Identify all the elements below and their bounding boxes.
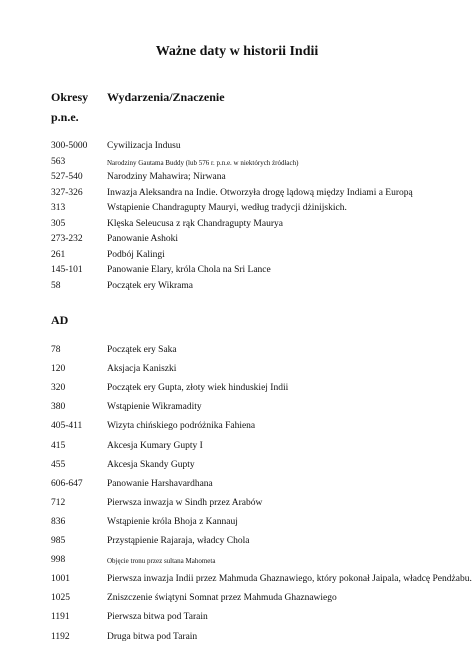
row-period: 1192 bbox=[51, 631, 70, 642]
header-period: Okresy bbox=[51, 90, 89, 104]
table-row bbox=[0, 234, 474, 248]
row-period: 327-326 bbox=[51, 187, 83, 198]
row-event: Zniszczenie świątyni Somnat przez Mahmuda Ghaznawiego bbox=[107, 593, 337, 604]
row-event: Wstąpienie Chandragupty Mauryi, według tradycji dżinijskich. bbox=[107, 203, 347, 213]
row-event: Druga bitwa pod Tarain bbox=[107, 631, 198, 642]
table-row bbox=[0, 517, 474, 531]
table-row bbox=[0, 498, 474, 512]
table-row bbox=[0, 612, 474, 626]
row-period: 1191 bbox=[51, 612, 70, 623]
row-period: 1001 bbox=[51, 574, 70, 585]
header-bce: p.n.e. bbox=[51, 110, 79, 124]
table-row bbox=[0, 536, 474, 550]
table-row bbox=[0, 441, 474, 455]
page-title: Ważne daty w historii Indii bbox=[155, 44, 319, 59]
table-row bbox=[0, 188, 474, 202]
header-ad: AD bbox=[51, 313, 69, 327]
row-event: Pierwsza inwazja Indii przez Mahmuda Ghaznawiego, który pokonał Jaipala, władcę Pendżabu. bbox=[107, 574, 472, 585]
row-period: 836 bbox=[51, 516, 66, 527]
row-event: Inwazja Aleksandra na Indie. Otworzyła drogę lądową między Indiami a Europą bbox=[107, 187, 413, 198]
row-period: 527-540 bbox=[51, 172, 83, 182]
row-period: 985 bbox=[51, 536, 66, 546]
table-row bbox=[0, 402, 474, 416]
table-row bbox=[0, 632, 474, 646]
row-period: 78 bbox=[51, 345, 61, 355]
row-event: Narodziny Gautama Buddy (lub 576 r. p.n.e. w niektórych źródłach) bbox=[107, 158, 299, 167]
table-row bbox=[0, 281, 474, 295]
row-period: 58 bbox=[51, 280, 61, 291]
row-event: Akcesja Skandy Gupty bbox=[107, 459, 195, 470]
row-period: 313 bbox=[51, 203, 66, 213]
table-row bbox=[0, 555, 474, 569]
table-row bbox=[0, 593, 474, 607]
row-period: 998 bbox=[51, 555, 66, 566]
row-event: Wstąpienie króla Bhoja z Kannauj bbox=[107, 516, 238, 527]
row-event: Przystąpienie Rajaraja, władcy Chola bbox=[107, 536, 250, 546]
table-row bbox=[0, 460, 474, 474]
row-event: Pierwsza inwazja w Sindh przez Arabów bbox=[107, 497, 263, 508]
row-event: Aksjacja Kaniszki bbox=[107, 364, 177, 375]
row-event: Klęska Seleucusa z rąk Chandragupty Maurya bbox=[107, 218, 283, 229]
row-event: Panowanie Elary, króla Chola na Sri Lance bbox=[107, 265, 271, 275]
table-row bbox=[0, 265, 474, 279]
row-event: Narodziny Mahawira; Nirwana bbox=[107, 172, 226, 182]
row-event: Akcesja Kumary Gupty I bbox=[107, 440, 203, 451]
row-event: Podbój Kalingi bbox=[107, 249, 165, 260]
row-period: 415 bbox=[51, 440, 66, 451]
header-event: Wydarzenia/Znaczenie bbox=[107, 90, 225, 104]
row-event: Wizyta chińskiego podróżnika Fahiena bbox=[107, 421, 256, 432]
row-event: Objęcie tronu przez sultana Mahometa bbox=[107, 557, 216, 566]
table-row bbox=[0, 203, 474, 217]
row-event: Wstąpienie Wikramadity bbox=[107, 402, 202, 413]
row-period: 455 bbox=[51, 459, 66, 470]
table-row bbox=[0, 157, 474, 171]
table-row bbox=[0, 479, 474, 493]
table-row bbox=[0, 574, 474, 588]
row-event: Początek ery Saka bbox=[107, 345, 177, 355]
row-period: 273-232 bbox=[51, 234, 83, 244]
row-period: 712 bbox=[51, 497, 66, 508]
row-event: Panowanie Harshavardhana bbox=[107, 478, 213, 489]
row-period: 305 bbox=[51, 218, 66, 229]
table-row bbox=[0, 383, 474, 397]
row-period: 300-5000 bbox=[51, 141, 88, 151]
row-event: Początek ery Gupta, złoty wiek hinduskiej Indii bbox=[107, 383, 289, 394]
table-row bbox=[0, 364, 474, 378]
row-event: Cywilizacja Indusu bbox=[107, 141, 181, 151]
row-event: Pierwsza bitwa pod Tarain bbox=[107, 612, 208, 623]
row-period: 563 bbox=[51, 156, 66, 167]
row-period: 261 bbox=[51, 249, 66, 260]
row-period: 145-101 bbox=[51, 265, 83, 275]
table-row bbox=[0, 172, 474, 186]
row-event: Początek ery Wikrama bbox=[107, 280, 193, 291]
table-row bbox=[0, 421, 474, 435]
table-row bbox=[0, 250, 474, 264]
row-period: 405-411 bbox=[51, 421, 83, 432]
row-period: 380 bbox=[51, 402, 66, 413]
row-period: 320 bbox=[51, 383, 66, 394]
table-row bbox=[0, 141, 474, 155]
row-period: 606-647 bbox=[51, 478, 83, 489]
row-period: 1025 bbox=[51, 593, 70, 604]
row-period: 120 bbox=[51, 364, 66, 375]
table-row bbox=[0, 219, 474, 233]
table-row bbox=[0, 345, 474, 359]
row-event: Panowanie Ashoki bbox=[107, 234, 178, 244]
